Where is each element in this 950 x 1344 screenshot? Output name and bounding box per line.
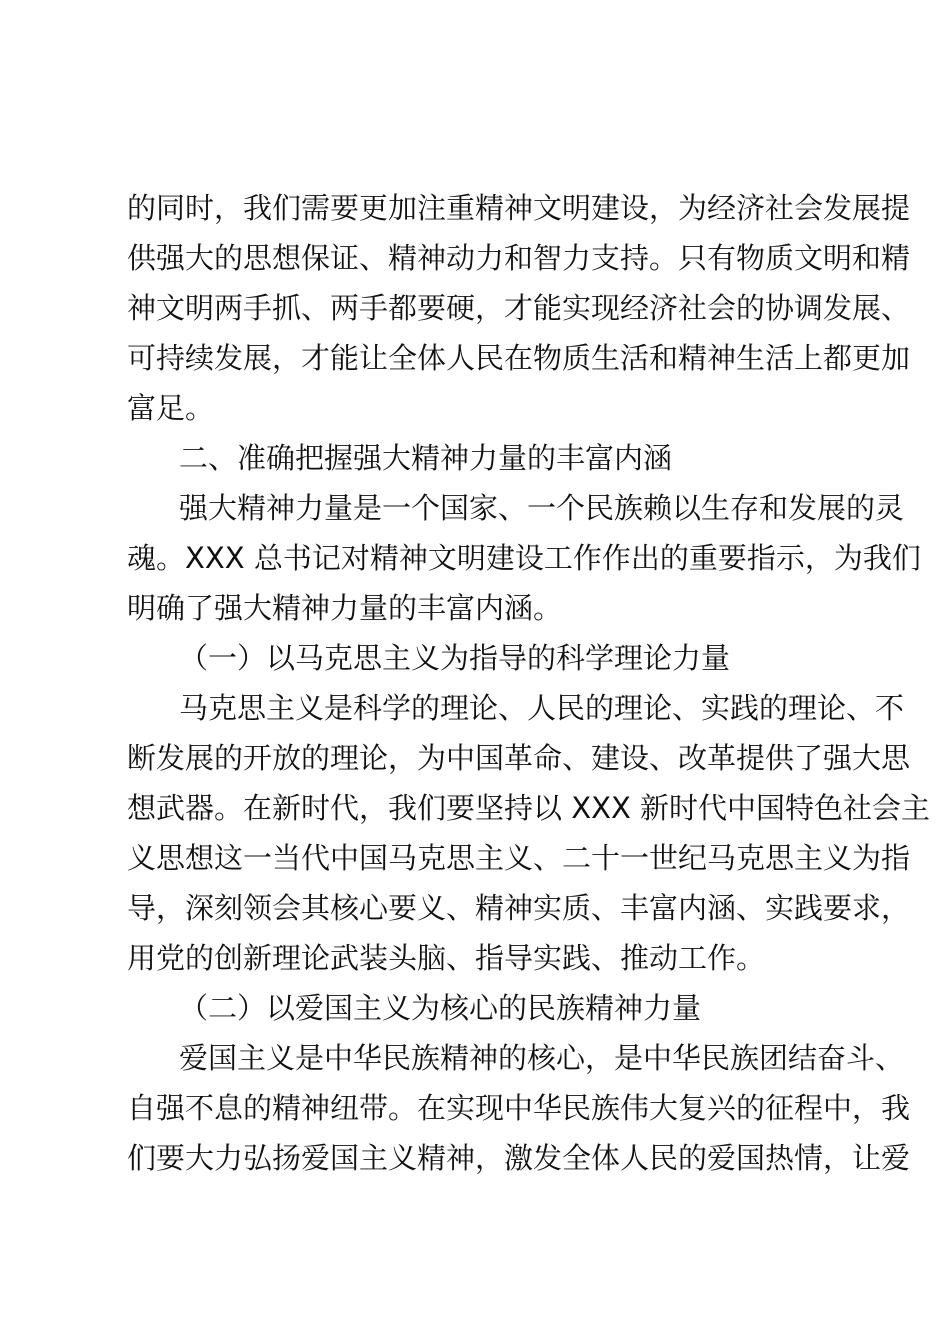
text-line: 断发展的开放的理论，为中国革命、建设、改革提供了强大思 bbox=[127, 741, 911, 775]
text-line: 用党的创新理论武装头脑、指导实践、推动工作。 bbox=[127, 941, 766, 975]
text-line: 爱国主义是中华民族精神的核心，是中华民族团结奋斗、 bbox=[179, 1041, 905, 1075]
text-line: 们要大力弘扬爱国主义精神，激发全体人民的爱国热情，让爱 bbox=[127, 1141, 911, 1175]
text-line: 的同时，我们需要更加注重精神文明建设，为经济社会发展提 bbox=[127, 191, 911, 225]
text-line: 导，深刻领会其核心要义、精神实质、丰富内涵、实践要求， bbox=[127, 891, 911, 925]
section-heading: 二、准确把握强大精神力量的丰富内涵 bbox=[179, 441, 673, 475]
text-line: 义思想这一当代中国马克思主义、二十一世纪马克思主义为指 bbox=[127, 841, 911, 875]
subsection-heading: （一）以马克思主义为指导的科学理论力量 bbox=[179, 641, 731, 675]
subsection-heading: （二）以爱国主义为核心的民族精神力量 bbox=[179, 991, 702, 1025]
text-line: 明确了强大精神力量的丰富内涵。 bbox=[127, 591, 563, 625]
body-text bbox=[127, 183, 931, 1183]
text-line: 可持续发展，才能让全体人民在物质生活和精神生活上都更加 bbox=[127, 341, 911, 375]
text-line: 供强大的思想保证、精神动力和智力支持。只有物质文明和精 bbox=[127, 241, 911, 275]
text-line: 马克思主义是科学的理论、人民的理论、实践的理论、不 bbox=[179, 691, 905, 725]
text-line: 魂。XXX 总书记对精神文明建设工作作出的重要指示，为我们 bbox=[127, 541, 921, 575]
text-line: 想武器。在新时代，我们要坚持以 XXX 新时代中国特色社会主 bbox=[127, 791, 931, 825]
text-line: 富足。 bbox=[127, 391, 215, 425]
text-line: 神文明两手抓、两手都要硬，才能实现经济社会的协调发展、 bbox=[127, 291, 911, 325]
text-line: 自强不息的精神纽带。在实现中华民族伟大复兴的征程中，我 bbox=[127, 1091, 911, 1125]
text-line: 强大精神力量是一个国家、一个民族赖以生存和发展的灵 bbox=[179, 491, 905, 525]
